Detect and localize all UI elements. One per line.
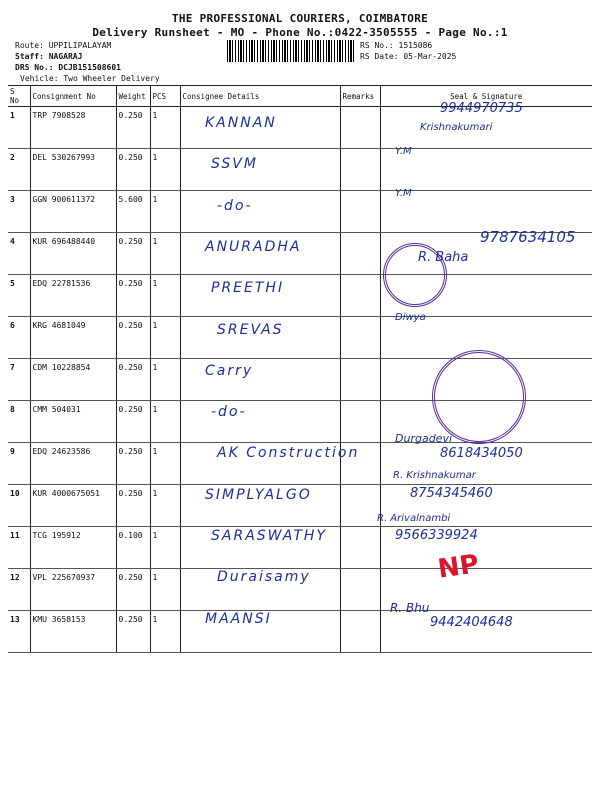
company-title: THE PROFESSIONAL COURIERS, COIMBATORE [171, 12, 429, 25]
handwritten-consignee: SIMPLYALGO [205, 486, 312, 503]
handwritten-consignee: SSVM [211, 156, 258, 173]
weight-value: 0.100 [116, 527, 150, 569]
col-header: S No [8, 86, 30, 107]
consignee-cell [180, 191, 340, 233]
handwritten-consignee: MAANSI [205, 610, 272, 627]
rs-number: RS No.: 1515086 [360, 41, 433, 50]
col-header: PCS [150, 86, 180, 107]
handwritten-consignee: SARASWATHY [211, 528, 327, 544]
barcode-image [227, 40, 355, 62]
consignee-cell [180, 401, 340, 443]
table-row [8, 275, 592, 317]
weight-value: 0.250 [116, 611, 150, 653]
pcs-value: 1 [150, 485, 180, 527]
handwritten-consignee: -do- [211, 404, 247, 421]
handwritten-consignee: Carry [205, 362, 254, 379]
consignment-number: VPL 225670937 [30, 569, 116, 611]
row-sno: 10 [8, 485, 30, 527]
consignment-number: TCG 195912 [30, 527, 116, 569]
rs-date: RS Date: 05-Mar-2025 [360, 52, 457, 61]
drs-number: DRS No.: DCJB151508601 [15, 63, 121, 72]
consignment-number: KUR 4000675051 [30, 485, 116, 527]
handwritten-signature: 9566339924 [395, 528, 478, 543]
handwritten-consignee: AK Construction [217, 445, 360, 462]
consignment-number: TRP 7908528 [30, 107, 116, 149]
handwritten-signature: Y.M [395, 146, 412, 158]
consignee-cell [180, 359, 340, 401]
row-sno: 3 [8, 191, 30, 233]
pcs-value: 1 [150, 569, 180, 611]
handwritten-signature: Y.M [395, 187, 412, 199]
remarks-cell [340, 149, 380, 191]
remarks-cell [340, 485, 380, 527]
handwritten-signature: 9442404648 [430, 615, 513, 630]
remarks-cell [340, 569, 380, 611]
weight-value: 0.250 [116, 485, 150, 527]
consignment-number: KRG 4681049 [30, 317, 116, 359]
weight-value: 0.250 [116, 569, 150, 611]
table-row [8, 191, 592, 233]
handwritten-consignee: SREVAS [217, 321, 284, 338]
row-sno: 11 [8, 527, 30, 569]
consignment-number: EDQ 24623586 [30, 443, 116, 485]
sign-name: Krishnakumari [420, 122, 493, 133]
sign-name: R. Krishnakumar [393, 470, 476, 481]
pcs-value: 1 [150, 611, 180, 653]
weight-value: 0.250 [116, 233, 150, 275]
remarks-cell [340, 317, 380, 359]
weight-value: 0.250 [116, 275, 150, 317]
pcs-value: 1 [150, 275, 180, 317]
row-sno: 7 [8, 359, 30, 401]
consignment-number: EDQ 22781536 [30, 275, 116, 317]
remarks-cell [340, 275, 380, 317]
pcs-value: 1 [150, 107, 180, 149]
remarks-cell [340, 191, 380, 233]
row-sno: 12 [8, 569, 30, 611]
remarks-cell [340, 401, 380, 443]
sign-name: R. Arivalnambi [377, 513, 451, 524]
handwritten-consignee: KANNAN [205, 115, 277, 131]
np-mark: NP [436, 549, 481, 585]
sign-name: R. Bhu [390, 601, 430, 615]
handwritten-signature: 9787634105 [480, 228, 576, 246]
row-sno: 6 [8, 317, 30, 359]
remarks-cell [340, 233, 380, 275]
consignment-number: GGN 900611372 [30, 191, 116, 233]
consignment-number: KMU 3658153 [30, 611, 116, 653]
handwritten-signature: Diwya [395, 311, 426, 323]
route-label: Route: UPPILIPALAYAM [15, 41, 112, 50]
row-sno: 2 [8, 149, 30, 191]
vehicle-label: Vehicle: Two Wheeler Delivery [20, 74, 160, 83]
pcs-value: 1 [150, 443, 180, 485]
handwritten-consignee: ANURADHA [205, 238, 302, 255]
handwritten-signature: 8618434050 [440, 446, 523, 461]
consignment-number: CDM 10228854 [30, 359, 116, 401]
handwritten-consignee: -do- [217, 197, 253, 214]
weight-value: 0.250 [116, 317, 150, 359]
consignee-cell [180, 149, 340, 191]
row-sno: 13 [8, 611, 30, 653]
pcs-value: 1 [150, 401, 180, 443]
weight-value: 0.250 [116, 443, 150, 485]
handwritten-consignee: PREETHI [211, 280, 285, 297]
col-header: Consignment No [30, 86, 116, 107]
table-row [8, 149, 592, 191]
school-seal-stamp [432, 350, 526, 444]
pcs-value: 1 [150, 317, 180, 359]
row-sno: 1 [8, 107, 30, 149]
pcs-value: 1 [150, 233, 180, 275]
table-row [8, 317, 592, 359]
row-sno: 9 [8, 443, 30, 485]
row-sno: 4 [8, 233, 30, 275]
weight-value: 0.250 [116, 149, 150, 191]
col-header: Remarks [340, 86, 380, 107]
pcs-value: 1 [150, 149, 180, 191]
consignment-number: DEL 530267993 [30, 149, 116, 191]
remarks-cell [340, 527, 380, 569]
remarks-cell [340, 359, 380, 401]
weight-value: 0.250 [116, 107, 150, 149]
row-sno: 8 [8, 401, 30, 443]
handwritten-signature: 8754345460 [410, 486, 493, 501]
col-header: Seal & Signature [380, 86, 592, 107]
row-sno: 5 [8, 275, 30, 317]
weight-value: 5.600 [116, 191, 150, 233]
sign-name: Durgadevi [395, 432, 453, 445]
staff-label: Staff: NAGARAJ [15, 52, 83, 61]
handwritten-signature: 9944970735 [440, 101, 523, 116]
col-header: Consignee Details [180, 86, 340, 107]
pcs-value: 1 [150, 191, 180, 233]
handwritten-consignee: Duraisamy [217, 569, 311, 586]
col-header: Weight [116, 86, 150, 107]
weight-value: 0.250 [116, 359, 150, 401]
runsheet-title: Delivery Runsheet - MO - Phone No.:0422-3505555 - Page No.:1 [92, 26, 508, 39]
consignment-number: KUR 696488440 [30, 233, 116, 275]
remarks-cell [340, 107, 380, 149]
remarks-cell [340, 611, 380, 653]
consignment-number: CMM 504031 [30, 401, 116, 443]
pcs-value: 1 [150, 527, 180, 569]
sign-name: R. Baha [418, 250, 469, 265]
weight-value: 0.250 [116, 401, 150, 443]
pcs-value: 1 [150, 359, 180, 401]
